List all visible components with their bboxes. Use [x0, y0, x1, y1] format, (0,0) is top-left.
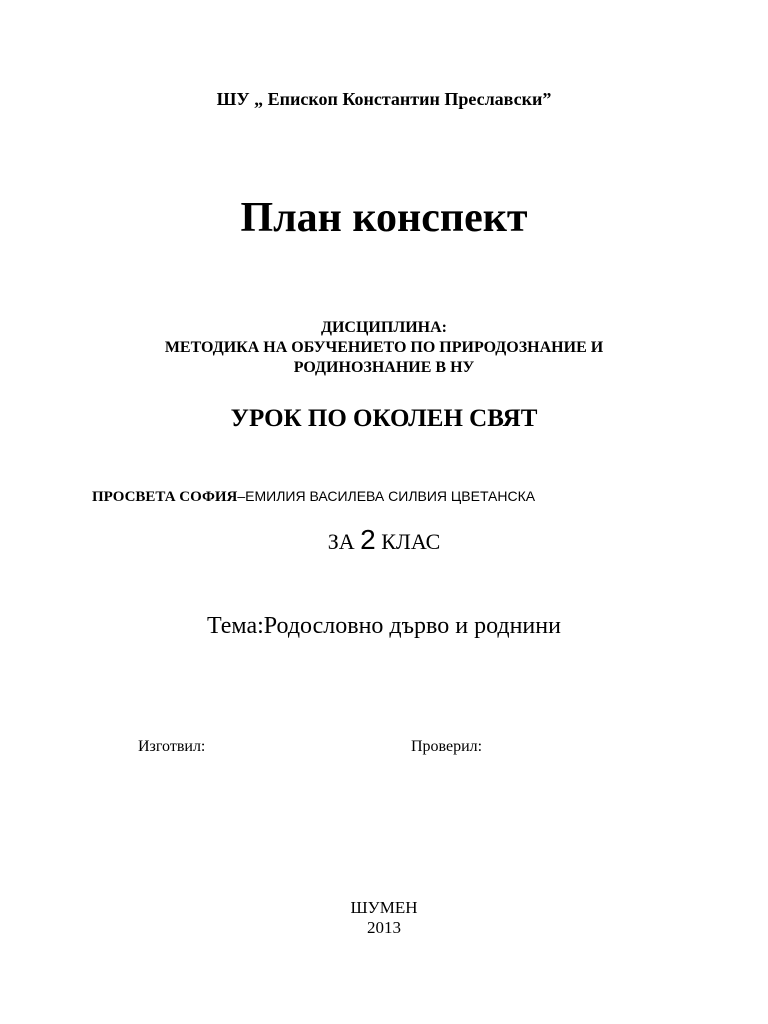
- discipline-block: [0, 318, 768, 378]
- discipline-line-2: РОДИНОЗНАНИЕ В НУ: [293, 359, 475, 376]
- prepared-by-label: Изготвил:: [138, 738, 206, 755]
- grade-suffix: КЛАС: [375, 529, 441, 554]
- year: 2013: [367, 918, 401, 937]
- lesson-topic: Тема:Родословно дърво и роднини: [207, 613, 561, 639]
- textbook-authors: –ЕМИЛИЯ ВАСИЛЕВА СИЛВИЯ ЦВЕТАНСКА: [237, 488, 536, 504]
- discipline-label: ДИСЦИПЛИНА:: [320, 319, 448, 336]
- grade-prefix: ЗА: [327, 529, 361, 554]
- lesson-title: УРОК ПО ОКОЛЕН СВЯТ: [230, 405, 538, 432]
- grade-line: [0, 524, 768, 556]
- grade-number: 2: [360, 524, 376, 555]
- textbook-publisher: ПРОСВЕТА СОФИЯ: [92, 489, 238, 505]
- checked-by-label: Проверил:: [411, 738, 483, 755]
- textbook-info: [92, 488, 535, 506]
- university-name: ШУ „ Епископ Константин Преславски”: [216, 89, 552, 109]
- city: ШУМЕН: [350, 898, 418, 917]
- document-title: План конспект: [240, 195, 528, 241]
- discipline-line-1: МЕТОДИКА НА ОБУЧЕНИЕТО ПО ПРИРОДОЗНАНИЕ И: [164, 339, 604, 356]
